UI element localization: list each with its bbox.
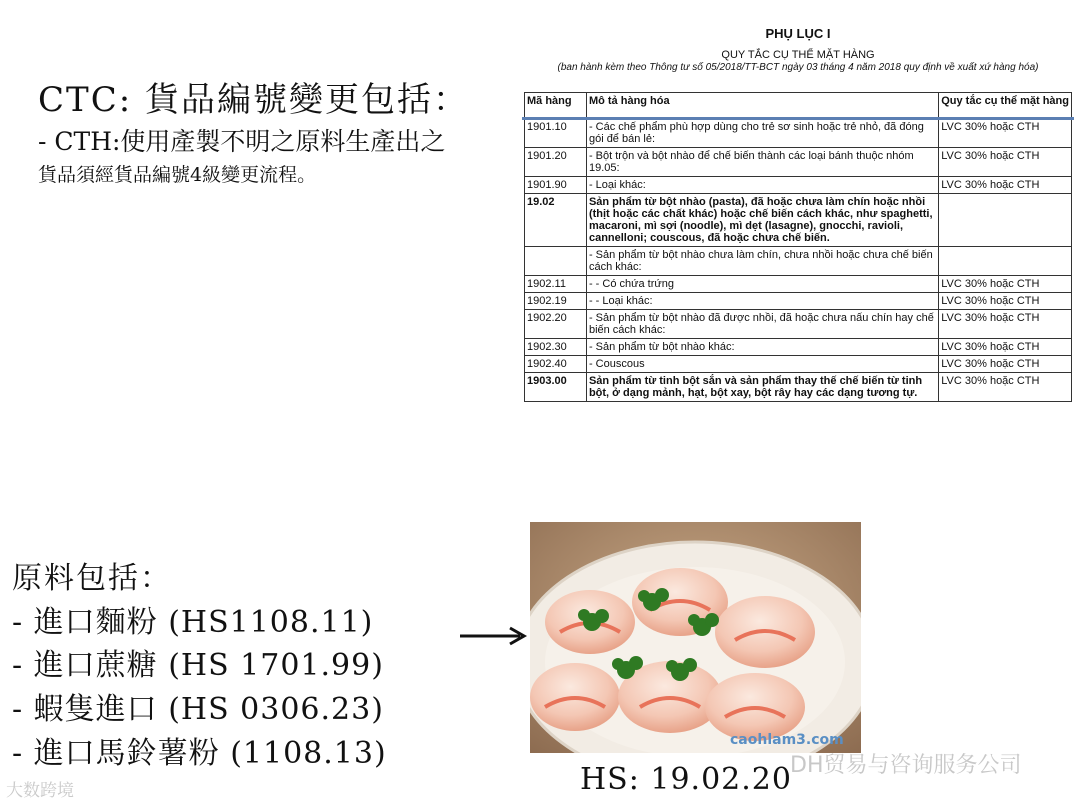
cell-code: 1902.40 — [525, 356, 587, 373]
table-row — [525, 373, 1072, 402]
document-note: (ban hành kèm theo Thông tư số 05/2018/TT-BCT ngày 03 tháng 4 năm 2018 quy định về xuất xứ hàng hóa) — [557, 62, 1039, 73]
document-title: PHỤ LỤC I — [765, 26, 831, 41]
header-code: Mã hàng — [525, 93, 587, 119]
table-row — [525, 148, 1072, 177]
watermark-right: DH贸易与咨询服务公司 — [790, 753, 1022, 778]
cell-rule: LVC 30% hoặc CTH — [939, 293, 1072, 310]
cell-rule — [939, 247, 1072, 276]
arrow-right-icon — [458, 626, 530, 646]
cell-description: - Sản phẩm từ bột nhào khác: — [586, 339, 938, 356]
table-row — [525, 356, 1072, 373]
cell-rule: LVC 30% hoặc CTH — [939, 276, 1072, 293]
cell-description: - - Loại khác: — [586, 293, 938, 310]
table-row — [525, 276, 1072, 293]
cell-rule: LVC 30% hoặc CTH — [939, 339, 1072, 356]
cell-description: - - Có chứa trứng — [586, 276, 938, 293]
cell-rule: LVC 30% hoặc CTH — [939, 119, 1072, 148]
cell-code: 1902.19 — [525, 293, 587, 310]
cell-rule — [939, 194, 1072, 247]
watermark-left: 大数跨境 — [6, 781, 74, 801]
table-body — [525, 119, 1072, 402]
hs-code-label: HS: 19.02.20 — [580, 762, 792, 797]
table-row — [525, 310, 1072, 339]
material-item: - 進口蔗糖 (HS 1701.99) — [12, 648, 384, 683]
material-item: - 蝦隻進口 (HS 0306.23) — [12, 692, 384, 727]
cell-code: 1901.90 — [525, 177, 587, 194]
cell-description: Sản phẩm từ tinh bột sắn và sản phẩm thay thế chế biến từ tinh bột, ở dạng mảnh, hạt, bột xay, bột rây hay các dạng tương tự. — [586, 373, 938, 402]
cell-code: 1902.30 — [525, 339, 587, 356]
ctc-description-line-1: - CTH:使用產製不明之原料生產出之 — [38, 127, 446, 156]
cell-description: - Couscous — [586, 356, 938, 373]
cell-code: 1902.20 — [525, 310, 587, 339]
table-row — [525, 339, 1072, 356]
table-header-row — [525, 93, 1072, 119]
photo-watermark: caohlam3.com — [730, 732, 844, 748]
rules-table — [524, 92, 1072, 402]
cell-description: Sản phẩm từ bột nhào (pasta), đã hoặc chưa làm chín hoặc nhồi (thịt hoặc các chất khác) hoặc chế biến cách khác, như spaghetti, macaroni, mì sợi (noodle), mì dẹt (lasagne), gnocchi, ravioli, cannelloni; couscous, đã hoặc chưa chế biến. — [586, 194, 938, 247]
material-item: - 進口麵粉 (HS1108.11) — [12, 605, 374, 640]
shrimp-dumpling-photo — [530, 522, 861, 753]
document-subtitle: QUY TẮC CỤ THỂ MẶT HÀNG — [721, 49, 875, 61]
cell-code: 1903.00 — [525, 373, 587, 402]
table-row — [525, 194, 1072, 247]
cell-code: 1901.10 — [525, 119, 587, 148]
cell-description: - Bột trộn và bột nhào để chế biến thành các loại bánh thuộc nhóm 19.05: — [586, 148, 938, 177]
cell-rule: LVC 30% hoặc CTH — [939, 373, 1072, 402]
cell-description: - Các chế phẩm phù hợp dùng cho trẻ sơ sinh hoặc trẻ nhỏ, đã đóng gói để bán lẻ: — [586, 119, 938, 148]
cell-description: - Loại khác: — [586, 177, 938, 194]
cell-description: - Sản phẩm từ bột nhào chưa làm chín, chưa nhồi hoặc chưa chế biến cách khác: — [586, 247, 938, 276]
cell-rule: LVC 30% hoặc CTH — [939, 148, 1072, 177]
vietnamese-rules-document — [522, 20, 1074, 496]
table-row — [525, 177, 1072, 194]
cell-code: 1902.11 — [525, 276, 587, 293]
cell-rule: LVC 30% hoặc CTH — [939, 310, 1072, 339]
material-item: - 進口馬鈴薯粉 (1108.13) — [12, 736, 387, 771]
header-rule: Quy tắc cụ thể mặt hàng — [939, 93, 1072, 119]
materials-title: 原料包括： — [12, 561, 172, 596]
blue-divider-line — [522, 117, 1074, 120]
ctc-description-line-2: 貨品須經貨品編號4級變更流程。 — [38, 164, 317, 186]
cell-rule: LVC 30% hoặc CTH — [939, 177, 1072, 194]
cell-code: 1901.20 — [525, 148, 587, 177]
table-row — [525, 293, 1072, 310]
header-description: Mô tả hàng hóa — [586, 93, 938, 119]
ctc-title: CTC: 貨品編號變更包括： — [38, 80, 469, 120]
cell-rule: LVC 30% hoặc CTH — [939, 356, 1072, 373]
table-row — [525, 247, 1072, 276]
cell-code: 19.02 — [525, 194, 587, 247]
cell-code — [525, 247, 587, 276]
table-row — [525, 119, 1072, 148]
cell-description: - Sản phẩm từ bột nhào đã được nhồi, đã hoặc chưa nấu chín hay chế biến cách khác: — [586, 310, 938, 339]
